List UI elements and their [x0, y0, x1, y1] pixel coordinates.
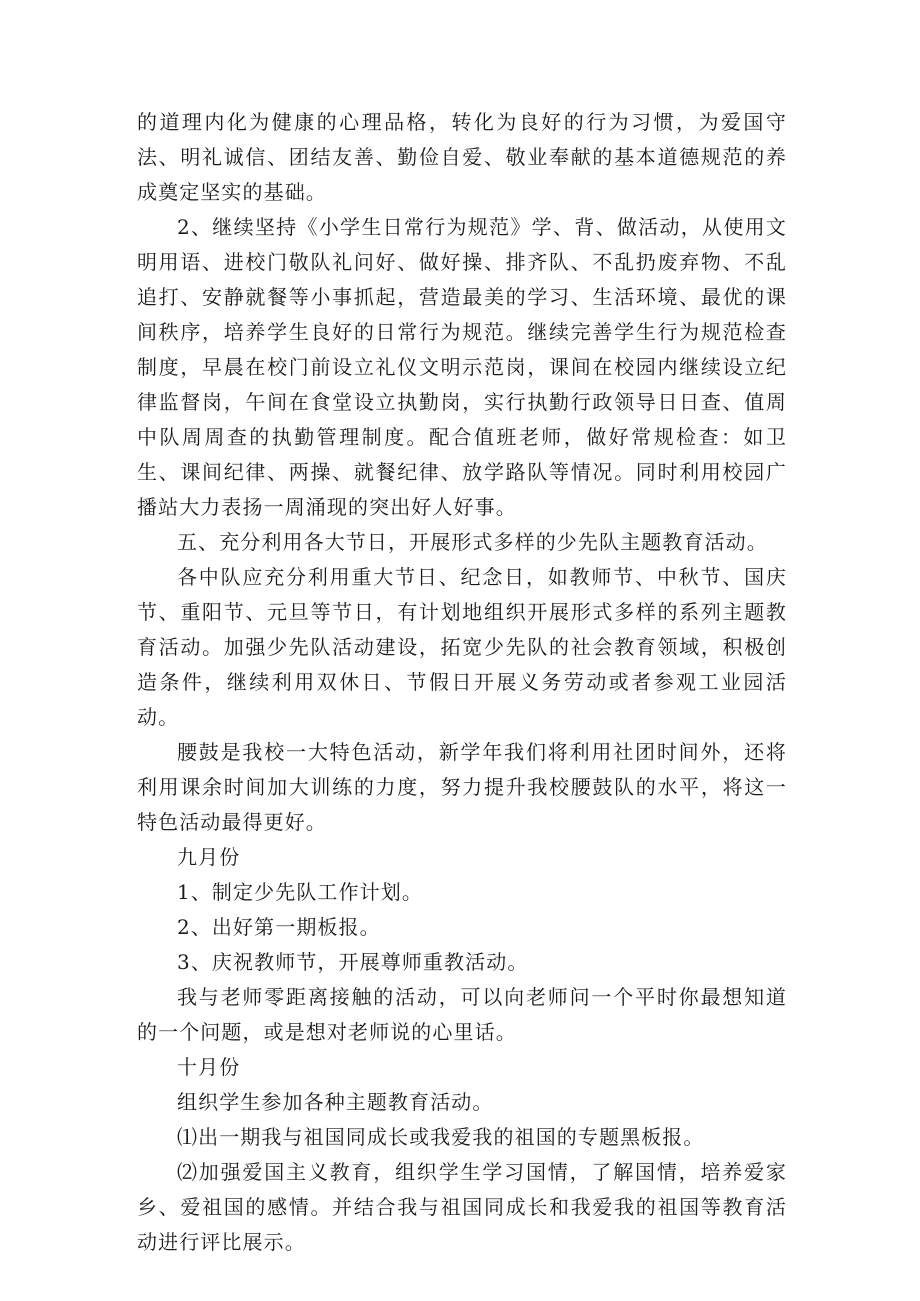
- list-item: 3、庆祝教师节，开展尊师重教活动。: [177, 950, 529, 974]
- paragraph-teacher-contact: 我与老师零距离接触的活动，可以向老师问一个平时你最想知道的一个问题，或是想对老师说的心里话。: [137, 985, 787, 1044]
- list-item: ⑵加强爱国主义教育，组织学生学习国情，了解国情，培养爱家乡、爱祖国的感情。并结合我与祖国同成长和我爱我的祖国等教育活动进行评比展示。: [137, 1160, 787, 1254]
- month-heading-october: 十月份: [177, 1055, 241, 1079]
- paragraph-continuation: 的道理内化为健康的心理品格，转化为良好的行为习惯，为爱国守法、明礼诚信、团结友善、勤俭自爱、敬业奉献的基本道德规范的养成奠定坚实的基础。: [137, 110, 787, 204]
- paragraph-waist-drum: 腰鼓是我校一大特色活动，新学年我们将利用社团时间外，还将利用课余时间加大训练的力度，努力提升我校腰鼓队的水平，将这一特色活动最得更好。: [137, 740, 787, 834]
- paragraph-festival-activities: 各中队应充分利用重大节日、纪念日，如教师节、中秋节、国庆节、重阳节、元旦等节日，有计划地组织开展形式多样的系列主题教育活动。加强少先队活动建设，拓宽少先队的社会教育领域，积极创造条件，继续利用双休日、节假日开展义务劳动或者参观工业园活动。: [137, 565, 787, 729]
- month-heading-september: 九月份: [177, 845, 241, 869]
- paragraph-theme-activities: 组织学生参加各种主题教育活动。: [177, 1090, 494, 1114]
- document-body: [137, 105, 787, 1260]
- list-item: ⑴出一期我与祖国同成长或我爱我的祖国的专题黑板报。: [177, 1125, 705, 1149]
- paragraph-behavior-norms: 2、继续坚持《小学生日常行为规范》学、背、做活动，从使用文明用语、进校门敬队礼问好、做好操、排齐队、不乱扔废弃物、不乱追打、安静就餐等小事抓起，营造最美的学习、生活环境、最优的课间秩序，培养学生良好的日常行为规范。继续完善学生行为规范检查制度，早晨在校门前设立礼仪文明示范岗，课间在校园内继续设立纪律监督岗，午间在食堂设立执勤岗，实行执勤行政领导日日查、值周中队周周查的执勤管理制度。配合值班老师，做好常规检查：如卫生、课间纪律、两操、就餐纪律、放学路队等情况。同时利用校园广播站大力表扬一周涌现的突出好人好事。: [137, 215, 787, 519]
- list-item: 2、出好第一期板报。: [177, 915, 381, 939]
- section-heading-five: 五、充分利用各大节日，开展形式多样的少先队主题教育活动。: [177, 530, 768, 554]
- list-item: 1、制定少先队工作计划。: [177, 880, 423, 904]
